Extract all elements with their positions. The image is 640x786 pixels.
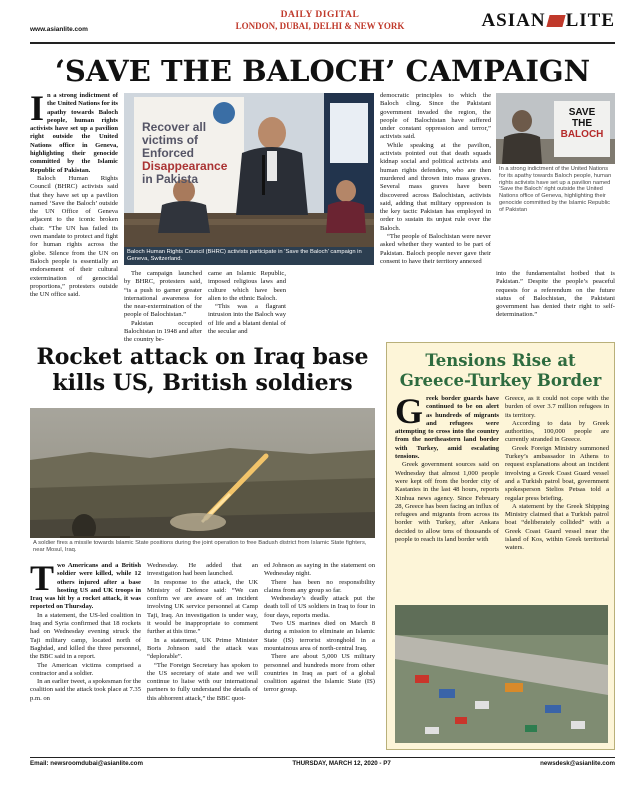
page-footer [30, 757, 615, 767]
photo1-caption: Baloch Human Rights Council (BHRC) activists participate in ‘Save the Baloch’ campaign in Geneva, Switzerland. [124, 247, 374, 265]
story3-col2: Greece, as it could not cope with the burden of over 3.7 million refugees in its territory. According to data by Greek authorities, 100,000 people are currently stranded in Greece. Greek Foreign Ministry summoned Turkey’s ambassador in Athens to request explanations about an incident involving a Greek Coast Guard vessel and a Turkish patrol boat, government spokesperson Stelios Petsas told a regular press briefing. A statement by the Greek Shipping Ministry claimed that a Turkish patrol boat “deliberately collided” with a Greek Coast Guard vessel near the island of Kos, within Greek territorial waters. [505, 395, 609, 552]
story2-col2: Wednesday. He added that an investigation had been launched. In response to the attack, the UK Ministry of Defence said: “We can confirm we are aware of an incident involving UK service personnel at Camp Taji, Iraq. An investigation is under way, it would be inappropriate to comment further at this time.” In a statement, UK Prime Minister Boris Johnson said the attack was “deplorable”. “The Foreign Secretary has spoken to the US secretary of state and we will continue to liaise with our international partners to fully understand the details of this abhorrent attack,” the BBC quot- [147, 562, 258, 702]
save-baloch-sign-text: SAVE THE BALOCH [560, 107, 604, 140]
photo-missile-launch [30, 408, 375, 556]
photo2-caption: In a strong indictment of the United Nations for its apathy towards Baloch people, human rights activists have set up a pavilion named ‘Save the Baloch’ right outside the United Nations office of Geneva, highlighting their genocide committed by the Islamic Republic of Pakistan [496, 164, 615, 245]
photo-migrant-camp [395, 605, 608, 743]
photo-migrant-camp-illustration [395, 605, 608, 743]
headline-baloch: ‘SAVE THE BALOCH’ CAMPAIGN [54, 54, 591, 88]
tensions-box [386, 342, 615, 750]
asian-lite-logo: ASIAN LITE [481, 10, 615, 31]
footer-email-right[interactable]: newsdesk@asianlite.com [540, 760, 615, 767]
footer-email-left[interactable]: Email: newsroomdubai@asianlite.com [30, 760, 143, 767]
story1-col2: The campaign launched by BHRC, protesters said, “is a push to garner greater international awareness for the near-extermination of the people of Balochistan.” Pakistan occupied Balochistan in 1948 and after the country be- [124, 270, 202, 344]
story2-col3: ed Johnson as saying in the statement on Wednesday night. There has been no responsibility claims from any group so far. Wednesday’s deadly attack put the death toll of US soldiers in Iraq to four in four days, reports media. Two US marines died on March 8 during a mission to eliminate an Islamic State (IS) terrorist stronghold in a mountainous area of north-central Iraq. There are about 5,000 US military personnel and hundreds more from other countries in Iraq as part of a global coalition against the Islamic State (IS) terror group. [264, 562, 375, 694]
story3-col1: G reek border guards have continued to be on alert as hundreds of migrants and refugees were attempting to cross into the country from the northeastern land border with Turkey, amid escalating tensions. Greek government sources said on Wednesday that almost 1,000 people were kept off from the border city of Kastanies in the last 48 hours, reports Xinhua news agency. Since February 28, Greece has been facing an influx of refugees and migrants from across its border with Turkey, after Ankara decided to allow tens of thousands of people to reach its land border with [395, 391, 499, 544]
story1-col3: came an Islamic Republic, imposed religious laws and culture which have been alien to the ethnic Baloch. “This was a flagrant intrusion into the Baloch way of life and a blatant denial of the secular and [208, 270, 287, 336]
edition-cities: LONDON, DUBAI, DELHI & NEW YORK [235, 21, 405, 31]
story1-col1: I n a strong indictment of the United Nations for its apathy towards Baloch people, human rights activists have set up a pavilion right outside the United Nations office in Geneva, highlighting their genocide committed by the Islamic Republic of Pakistan. Baloch Human Rights Council (BHRC) activists said that they have set up a pavilion named ‘Save the Baloch’ outside the UN Office of Geneva adjacent to the iconic broken chair. “The UN has failed its own mandate to protect and fight for human rights across the globe. Silence from the UN on Baloch people is essentially an endorsement of their cultural extermination of genocidal proportions,” protesters outside the UN office said. [30, 88, 118, 299]
headline-greece-turkey: Tensions Rise at Greece-Turkey Border [399, 351, 602, 390]
headline-iraq: Rocket attack on Iraq base kills US, British soldiers [36, 344, 369, 396]
poster-text: Recover all victims of Enforced Disappearance in Pakista [142, 120, 228, 186]
site-url[interactable]: www.asianlite.com [30, 26, 88, 33]
photo-bhrc-press [124, 93, 374, 265]
edition-label: DAILY DIGITAL [280, 10, 360, 20]
masthead [30, 8, 615, 44]
story1-col4: democratic principles to which the Baloch cling. Since the Pakistani government invaded the region, the people of Balochistan have suffered under constant oppression and terror,” activists said. While speaking at the pavilion, activists pointed out that death squads kidnap social and political activists and human rights defenders, who are then murdered and thrown into mass graves. Several mass graves have been discovered across Balochistan, activists said, adding that military oppression is the key tactic Pakistan has employed in order to sustain its unjust rule over the Baloch. “The people of Balochistan were never asked whether they wanted to be part of Pakistan. Baloch people never gave their consent to have their territory annexed [380, 92, 491, 265]
story1-col5: into the fundamentalist hotbed that is Pakistan.” Despite the people’s peaceful requests for a referendum on the future status of Balochistan, the Pakistani government has denied their right to self-determination.” [496, 270, 615, 319]
footer-date: THURSDAY, MARCH 12, 2020 - P7 [292, 760, 391, 767]
photo3-caption: A soldier fires a missile towards Islamic State positions during the joint operation to free Badush district from Islamic State fighters, near Mosul, Iraq. [30, 538, 375, 556]
photo-missile-illustration [30, 408, 375, 556]
edition-info [200, 10, 440, 31]
photo-save-baloch-sign [496, 93, 615, 164]
story2-col1: T wo Americans and a British soldier were killed, while 12 others injured after a base hosting US and UK troops in Iraq was hit by a rocket attack, it was reported on Thursday. In a statement, the US-led coalition in Iraq and Syria confirmed that 18 rockets had on Wednesday evening struck the Taji military camp, located north of Baghdad, and killed the three personnel, the BBC said in a report. The American victims comprised a contractor and a soldier. In an earlier tweet, a spokesman for the coalition said the attack took place at 7.35 p.m. on [30, 558, 141, 702]
